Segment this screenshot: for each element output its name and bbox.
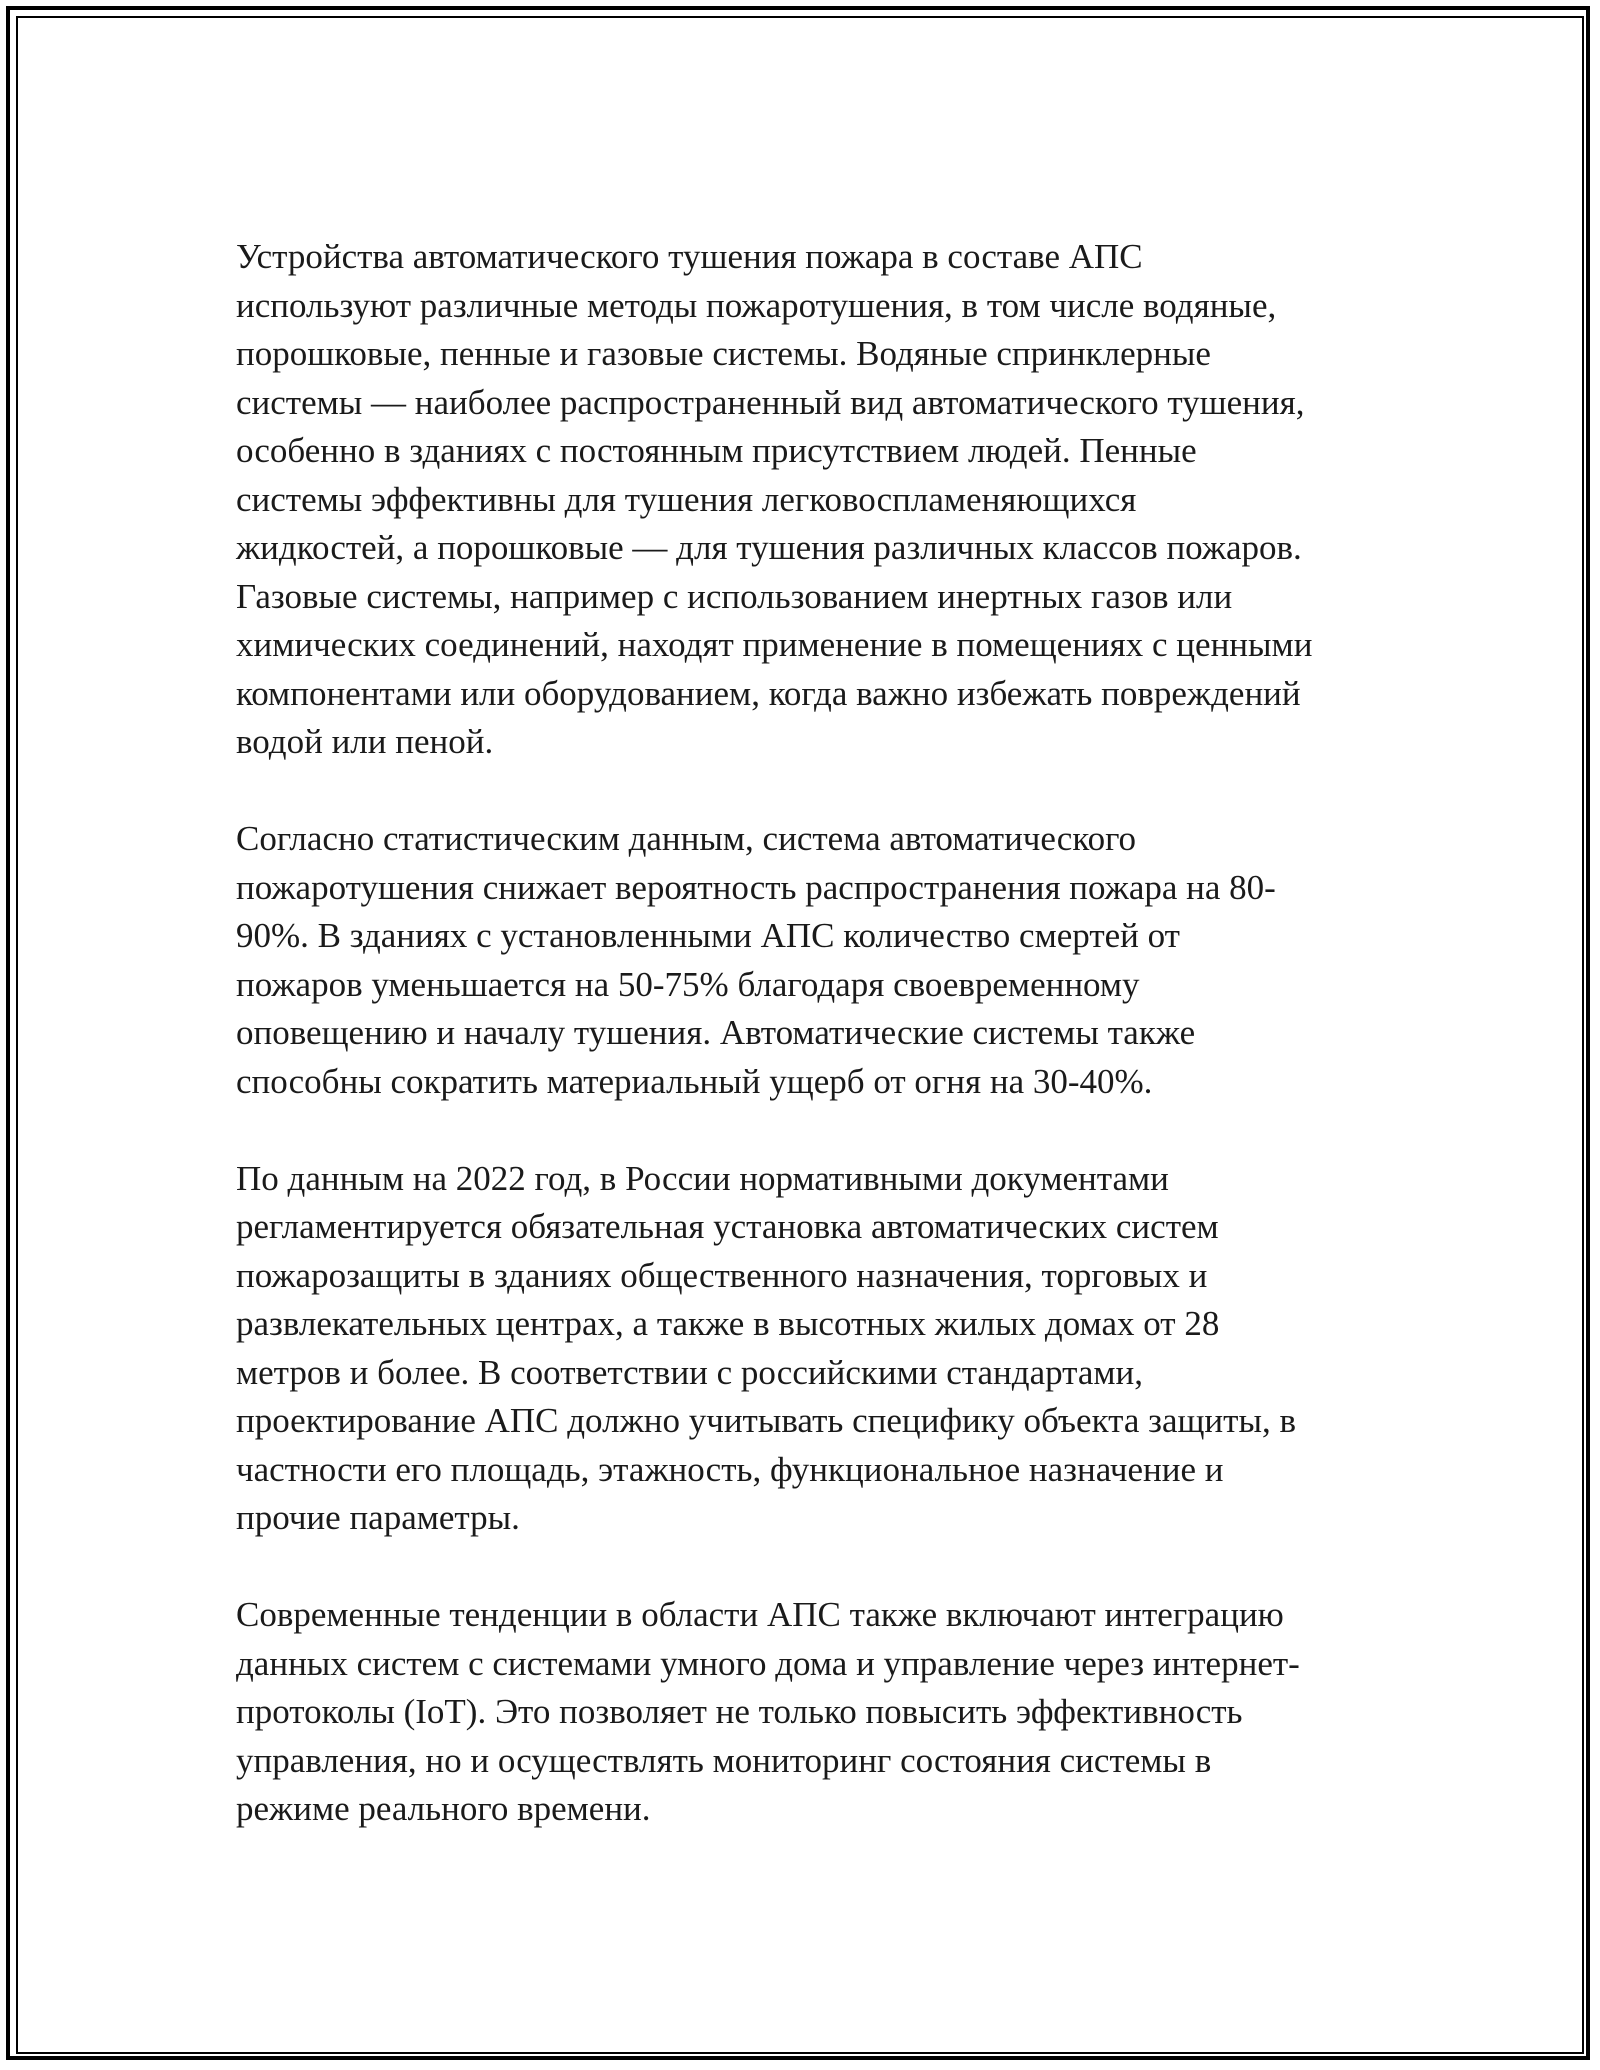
paragraph-1: Устройства автоматического тушения пожара в составе АПС используют различные методы пожаротушения, в том числе водяные, порошковые, пенные и газовые системы. Водяные спринклерные системы — наиболее распространенный вид автоматического тушения, особенно в зданиях с постоянным присутствием людей. Пенные системы эффективны для тушения легковоспламеняющихся жидкостей, а порошковые — для тушения различных классов пожаров. Газовые системы, например с использованием инертных газов или химических соединений, находят применение в помещениях с ценными компонентами или оборудованием, когда важно избежать повреждений водой или пеной.: [236, 237, 1313, 761]
paragraph-3: По данным на 2022 год, в России нормативными документами регламентируется обязательная установка автоматических систем пожарозащиты в зданиях общественного назначения, торговых и развлекательных центрах, а также в высотных жилых домах от 28 метров и более. В соответствии с российскими стандартами, проектирование АПС должно учитывать специфику объекта защиты, в частности его площадь, этажность, функциональное назначение и прочие параметры.: [236, 1158, 1296, 1537]
paragraph-4: Современные тенденции в области АПС также включают интеграцию данных систем с системами умного дома и управление через интернет- протоколы (IoT). Это позволяет не только повысить эффективность управления, но и осуществлять мониторинг состояния системы в режиме реального времени.: [236, 1595, 1300, 1828]
paragraph-2: Согласно статистическим данным, система автоматического пожаротушения снижает вероятность распространения пожара на 80- 90%. В зданиях с установленными АПС количество смертей от пожаров уменьшается на 50-75% благодаря своевременному оповещению и началу тушения. Автоматические системы также способны сократить материальный ущерб от огня на 30-40%.: [236, 819, 1276, 1101]
document-body: [236, 233, 1366, 1834]
